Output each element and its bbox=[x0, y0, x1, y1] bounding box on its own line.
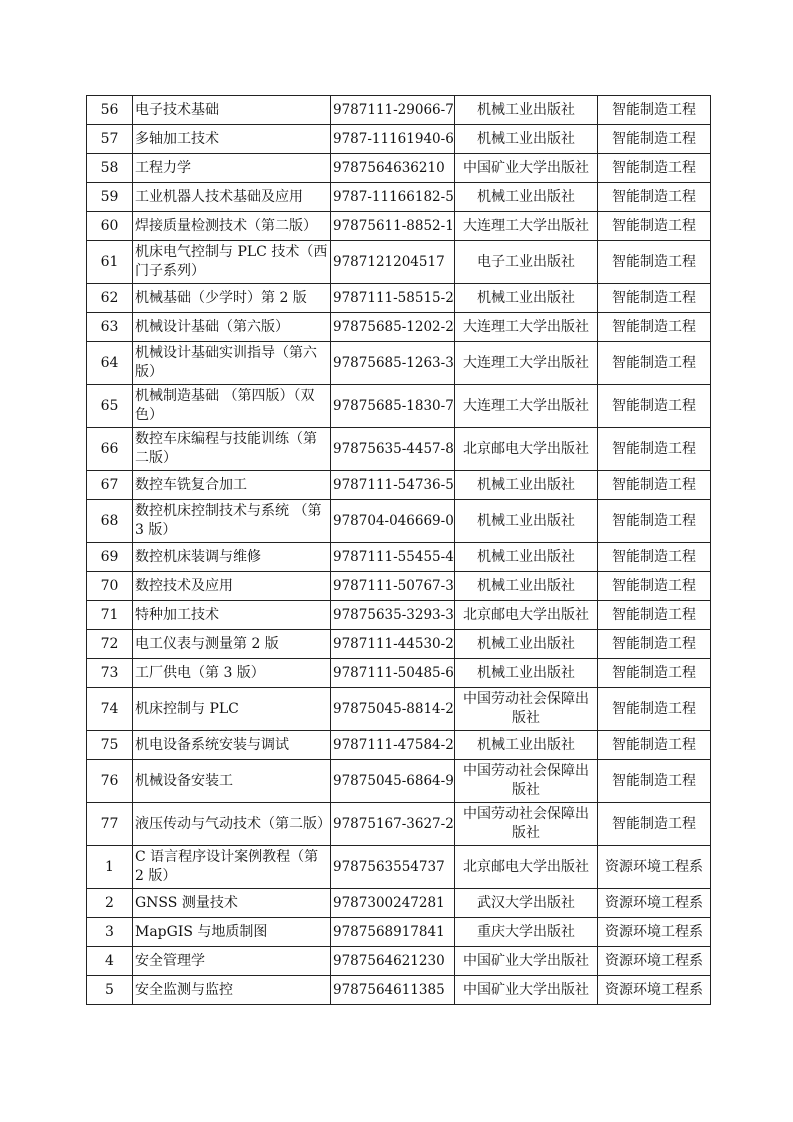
row-number: 2 bbox=[87, 889, 133, 918]
row-number: 74 bbox=[87, 688, 133, 731]
department: 智能制造工程 bbox=[598, 183, 711, 212]
isbn: 97875635-4457-8 bbox=[331, 428, 455, 471]
isbn: 9787568917841 bbox=[331, 918, 455, 947]
department: 资源环境工程系 bbox=[598, 889, 711, 918]
isbn: 9787564636210 bbox=[331, 154, 455, 183]
isbn: 978704-046669-0 bbox=[331, 500, 455, 543]
row-number: 58 bbox=[87, 154, 133, 183]
book-title: 机械设计基础（第六版） bbox=[133, 313, 331, 342]
table-row bbox=[87, 284, 711, 313]
isbn: 97875167-3627-2 bbox=[331, 803, 455, 846]
table-row bbox=[87, 125, 711, 154]
isbn: 9787563554737 bbox=[331, 846, 455, 889]
isbn: 9787111-44530-2 bbox=[331, 630, 455, 659]
table-row bbox=[87, 889, 711, 918]
book-title: 机床控制与 PLC bbox=[133, 688, 331, 731]
department: 智能制造工程 bbox=[598, 241, 711, 284]
book-title: 机械设备安装工 bbox=[133, 760, 331, 803]
publisher: 中国矿业大学出版社 bbox=[455, 947, 598, 976]
book-title: 多轴加工技术 bbox=[133, 125, 331, 154]
book-title: 工厂供电（第 3 版） bbox=[133, 659, 331, 688]
row-number: 62 bbox=[87, 284, 133, 313]
publisher: 机械工业出版社 bbox=[455, 125, 598, 154]
table-row bbox=[87, 846, 711, 889]
department: 资源环境工程系 bbox=[598, 976, 711, 1005]
book-title: 数控车铣复合加工 bbox=[133, 471, 331, 500]
publisher: 中国劳动社会保障出版社 bbox=[455, 803, 598, 846]
row-number: 67 bbox=[87, 471, 133, 500]
department: 智能制造工程 bbox=[598, 543, 711, 572]
isbn: 9787111-50767-3 bbox=[331, 572, 455, 601]
table-row bbox=[87, 471, 711, 500]
book-title: 焊接质量检测技术（第二版） bbox=[133, 212, 331, 241]
table-row bbox=[87, 659, 711, 688]
publisher: 机械工业出版社 bbox=[455, 659, 598, 688]
department: 智能制造工程 bbox=[598, 284, 711, 313]
department: 智能制造工程 bbox=[598, 601, 711, 630]
department: 智能制造工程 bbox=[598, 96, 711, 125]
publisher: 大连理工大学出版社 bbox=[455, 342, 598, 385]
table-row bbox=[87, 543, 711, 572]
table-row bbox=[87, 212, 711, 241]
publisher: 机械工业出版社 bbox=[455, 630, 598, 659]
book-title: 安全管理学 bbox=[133, 947, 331, 976]
isbn: 9787111-50485-6 bbox=[331, 659, 455, 688]
publisher: 中国劳动社会保障出版社 bbox=[455, 688, 598, 731]
table-row bbox=[87, 428, 711, 471]
book-title: MapGIS 与地质制图 bbox=[133, 918, 331, 947]
department: 智能制造工程 bbox=[598, 659, 711, 688]
isbn: 9787111-47584-2 bbox=[331, 731, 455, 760]
department: 智能制造工程 bbox=[598, 154, 711, 183]
row-number: 68 bbox=[87, 500, 133, 543]
row-number: 69 bbox=[87, 543, 133, 572]
table-row bbox=[87, 342, 711, 385]
publisher: 机械工业出版社 bbox=[455, 183, 598, 212]
row-number: 66 bbox=[87, 428, 133, 471]
row-number: 60 bbox=[87, 212, 133, 241]
book-title: 机械制造基础 （第四版）（双色） bbox=[133, 385, 331, 428]
textbook-table bbox=[86, 95, 711, 1005]
isbn: 97875685-1202-2 bbox=[331, 313, 455, 342]
publisher: 大连理工大学出版社 bbox=[455, 313, 598, 342]
table-row bbox=[87, 313, 711, 342]
isbn: 9787111-58515-2 bbox=[331, 284, 455, 313]
department: 智能制造工程 bbox=[598, 385, 711, 428]
table-row bbox=[87, 385, 711, 428]
table-row bbox=[87, 500, 711, 543]
row-number: 73 bbox=[87, 659, 133, 688]
book-title: 特种加工技术 bbox=[133, 601, 331, 630]
row-number: 57 bbox=[87, 125, 133, 154]
book-title: 数控技术及应用 bbox=[133, 572, 331, 601]
department: 智能制造工程 bbox=[598, 471, 711, 500]
table-row bbox=[87, 760, 711, 803]
row-number: 70 bbox=[87, 572, 133, 601]
publisher: 大连理工大学出版社 bbox=[455, 212, 598, 241]
department: 智能制造工程 bbox=[598, 803, 711, 846]
publisher: 武汉大学出版社 bbox=[455, 889, 598, 918]
publisher: 机械工业出版社 bbox=[455, 543, 598, 572]
table-row bbox=[87, 976, 711, 1005]
department: 智能制造工程 bbox=[598, 500, 711, 543]
book-title: 机械基础（少学时）第 2 版 bbox=[133, 284, 331, 313]
department: 智能制造工程 bbox=[598, 572, 711, 601]
isbn: 9787564621230 bbox=[331, 947, 455, 976]
isbn: 9787121204517 bbox=[331, 241, 455, 284]
row-number: 1 bbox=[87, 846, 133, 889]
publisher: 机械工业出版社 bbox=[455, 284, 598, 313]
row-number: 3 bbox=[87, 918, 133, 947]
department: 智能制造工程 bbox=[598, 731, 711, 760]
department: 智能制造工程 bbox=[598, 125, 711, 154]
isbn: 9787111-29066-7 bbox=[331, 96, 455, 125]
row-number: 71 bbox=[87, 601, 133, 630]
publisher: 中国矿业大学出版社 bbox=[455, 154, 598, 183]
book-title: 机械设计基础实训指导（第六版） bbox=[133, 342, 331, 385]
publisher: 机械工业出版社 bbox=[455, 471, 598, 500]
row-number: 63 bbox=[87, 313, 133, 342]
isbn: 97875045-8814-2 bbox=[331, 688, 455, 731]
publisher: 北京邮电大学出版社 bbox=[455, 846, 598, 889]
table-row bbox=[87, 947, 711, 976]
table-row bbox=[87, 731, 711, 760]
table-row bbox=[87, 154, 711, 183]
publisher: 电子工业出版社 bbox=[455, 241, 598, 284]
department: 智能制造工程 bbox=[598, 212, 711, 241]
book-title: 电工仪表与测量第 2 版 bbox=[133, 630, 331, 659]
row-number: 76 bbox=[87, 760, 133, 803]
book-title: 电子技术基础 bbox=[133, 96, 331, 125]
table-row bbox=[87, 601, 711, 630]
row-number: 64 bbox=[87, 342, 133, 385]
book-title: 液压传动与气动技术（第二版） bbox=[133, 803, 331, 846]
book-title: 安全监测与监控 bbox=[133, 976, 331, 1005]
isbn: 9787111-54736-5 bbox=[331, 471, 455, 500]
row-number: 75 bbox=[87, 731, 133, 760]
book-title: 工程力学 bbox=[133, 154, 331, 183]
publisher: 机械工业出版社 bbox=[455, 96, 598, 125]
department: 智能制造工程 bbox=[598, 630, 711, 659]
department: 资源环境工程系 bbox=[598, 846, 711, 889]
textbook-table-body bbox=[87, 96, 711, 1005]
isbn: 97875685-1263-3 bbox=[331, 342, 455, 385]
row-number: 56 bbox=[87, 96, 133, 125]
publisher: 北京邮电大学出版社 bbox=[455, 601, 598, 630]
book-title: 数控车床编程与技能训练（第二版） bbox=[133, 428, 331, 471]
row-number: 61 bbox=[87, 241, 133, 284]
book-title: 工业机器人技术基础及应用 bbox=[133, 183, 331, 212]
department: 资源环境工程系 bbox=[598, 918, 711, 947]
row-number: 5 bbox=[87, 976, 133, 1005]
publisher: 中国劳动社会保障出版社 bbox=[455, 760, 598, 803]
table-row bbox=[87, 96, 711, 125]
isbn: 9787-11161940-6 bbox=[331, 125, 455, 154]
book-title: 机床电气控制与 PLC 技术（西门子系列） bbox=[133, 241, 331, 284]
isbn: 97875685-1830-7 bbox=[331, 385, 455, 428]
table-row bbox=[87, 918, 711, 947]
publisher: 重庆大学出版社 bbox=[455, 918, 598, 947]
isbn: 97875611-8852-1 bbox=[331, 212, 455, 241]
department: 智能制造工程 bbox=[598, 760, 711, 803]
department: 智能制造工程 bbox=[598, 342, 711, 385]
isbn: 97875635-3293-3 bbox=[331, 601, 455, 630]
book-title: 数控机床控制技术与系统 （第3 版） bbox=[133, 500, 331, 543]
isbn: 9787-11166182-5 bbox=[331, 183, 455, 212]
table-row bbox=[87, 183, 711, 212]
isbn: 9787564611385 bbox=[331, 976, 455, 1005]
department: 智能制造工程 bbox=[598, 313, 711, 342]
row-number: 72 bbox=[87, 630, 133, 659]
table-row bbox=[87, 630, 711, 659]
table-row bbox=[87, 688, 711, 731]
book-title: C 语言程序设计案例教程（第 2 版） bbox=[133, 846, 331, 889]
row-number: 65 bbox=[87, 385, 133, 428]
book-title: 机电设备系统安装与调试 bbox=[133, 731, 331, 760]
table-row bbox=[87, 803, 711, 846]
department: 智能制造工程 bbox=[598, 688, 711, 731]
table-row bbox=[87, 241, 711, 284]
publisher: 大连理工大学出版社 bbox=[455, 385, 598, 428]
department: 智能制造工程 bbox=[598, 428, 711, 471]
publisher: 北京邮电大学出版社 bbox=[455, 428, 598, 471]
table-row bbox=[87, 572, 711, 601]
row-number: 77 bbox=[87, 803, 133, 846]
department: 资源环境工程系 bbox=[598, 947, 711, 976]
isbn: 9787300247281 bbox=[331, 889, 455, 918]
isbn: 9787111-55455-4 bbox=[331, 543, 455, 572]
book-title: GNSS 测量技术 bbox=[133, 889, 331, 918]
publisher: 中国矿业大学出版社 bbox=[455, 976, 598, 1005]
row-number: 4 bbox=[87, 947, 133, 976]
row-number: 59 bbox=[87, 183, 133, 212]
isbn: 97875045-6864-9 bbox=[331, 760, 455, 803]
publisher: 机械工业出版社 bbox=[455, 572, 598, 601]
publisher: 机械工业出版社 bbox=[455, 731, 598, 760]
publisher: 机械工业出版社 bbox=[455, 500, 598, 543]
book-title: 数控机床装调与维修 bbox=[133, 543, 331, 572]
